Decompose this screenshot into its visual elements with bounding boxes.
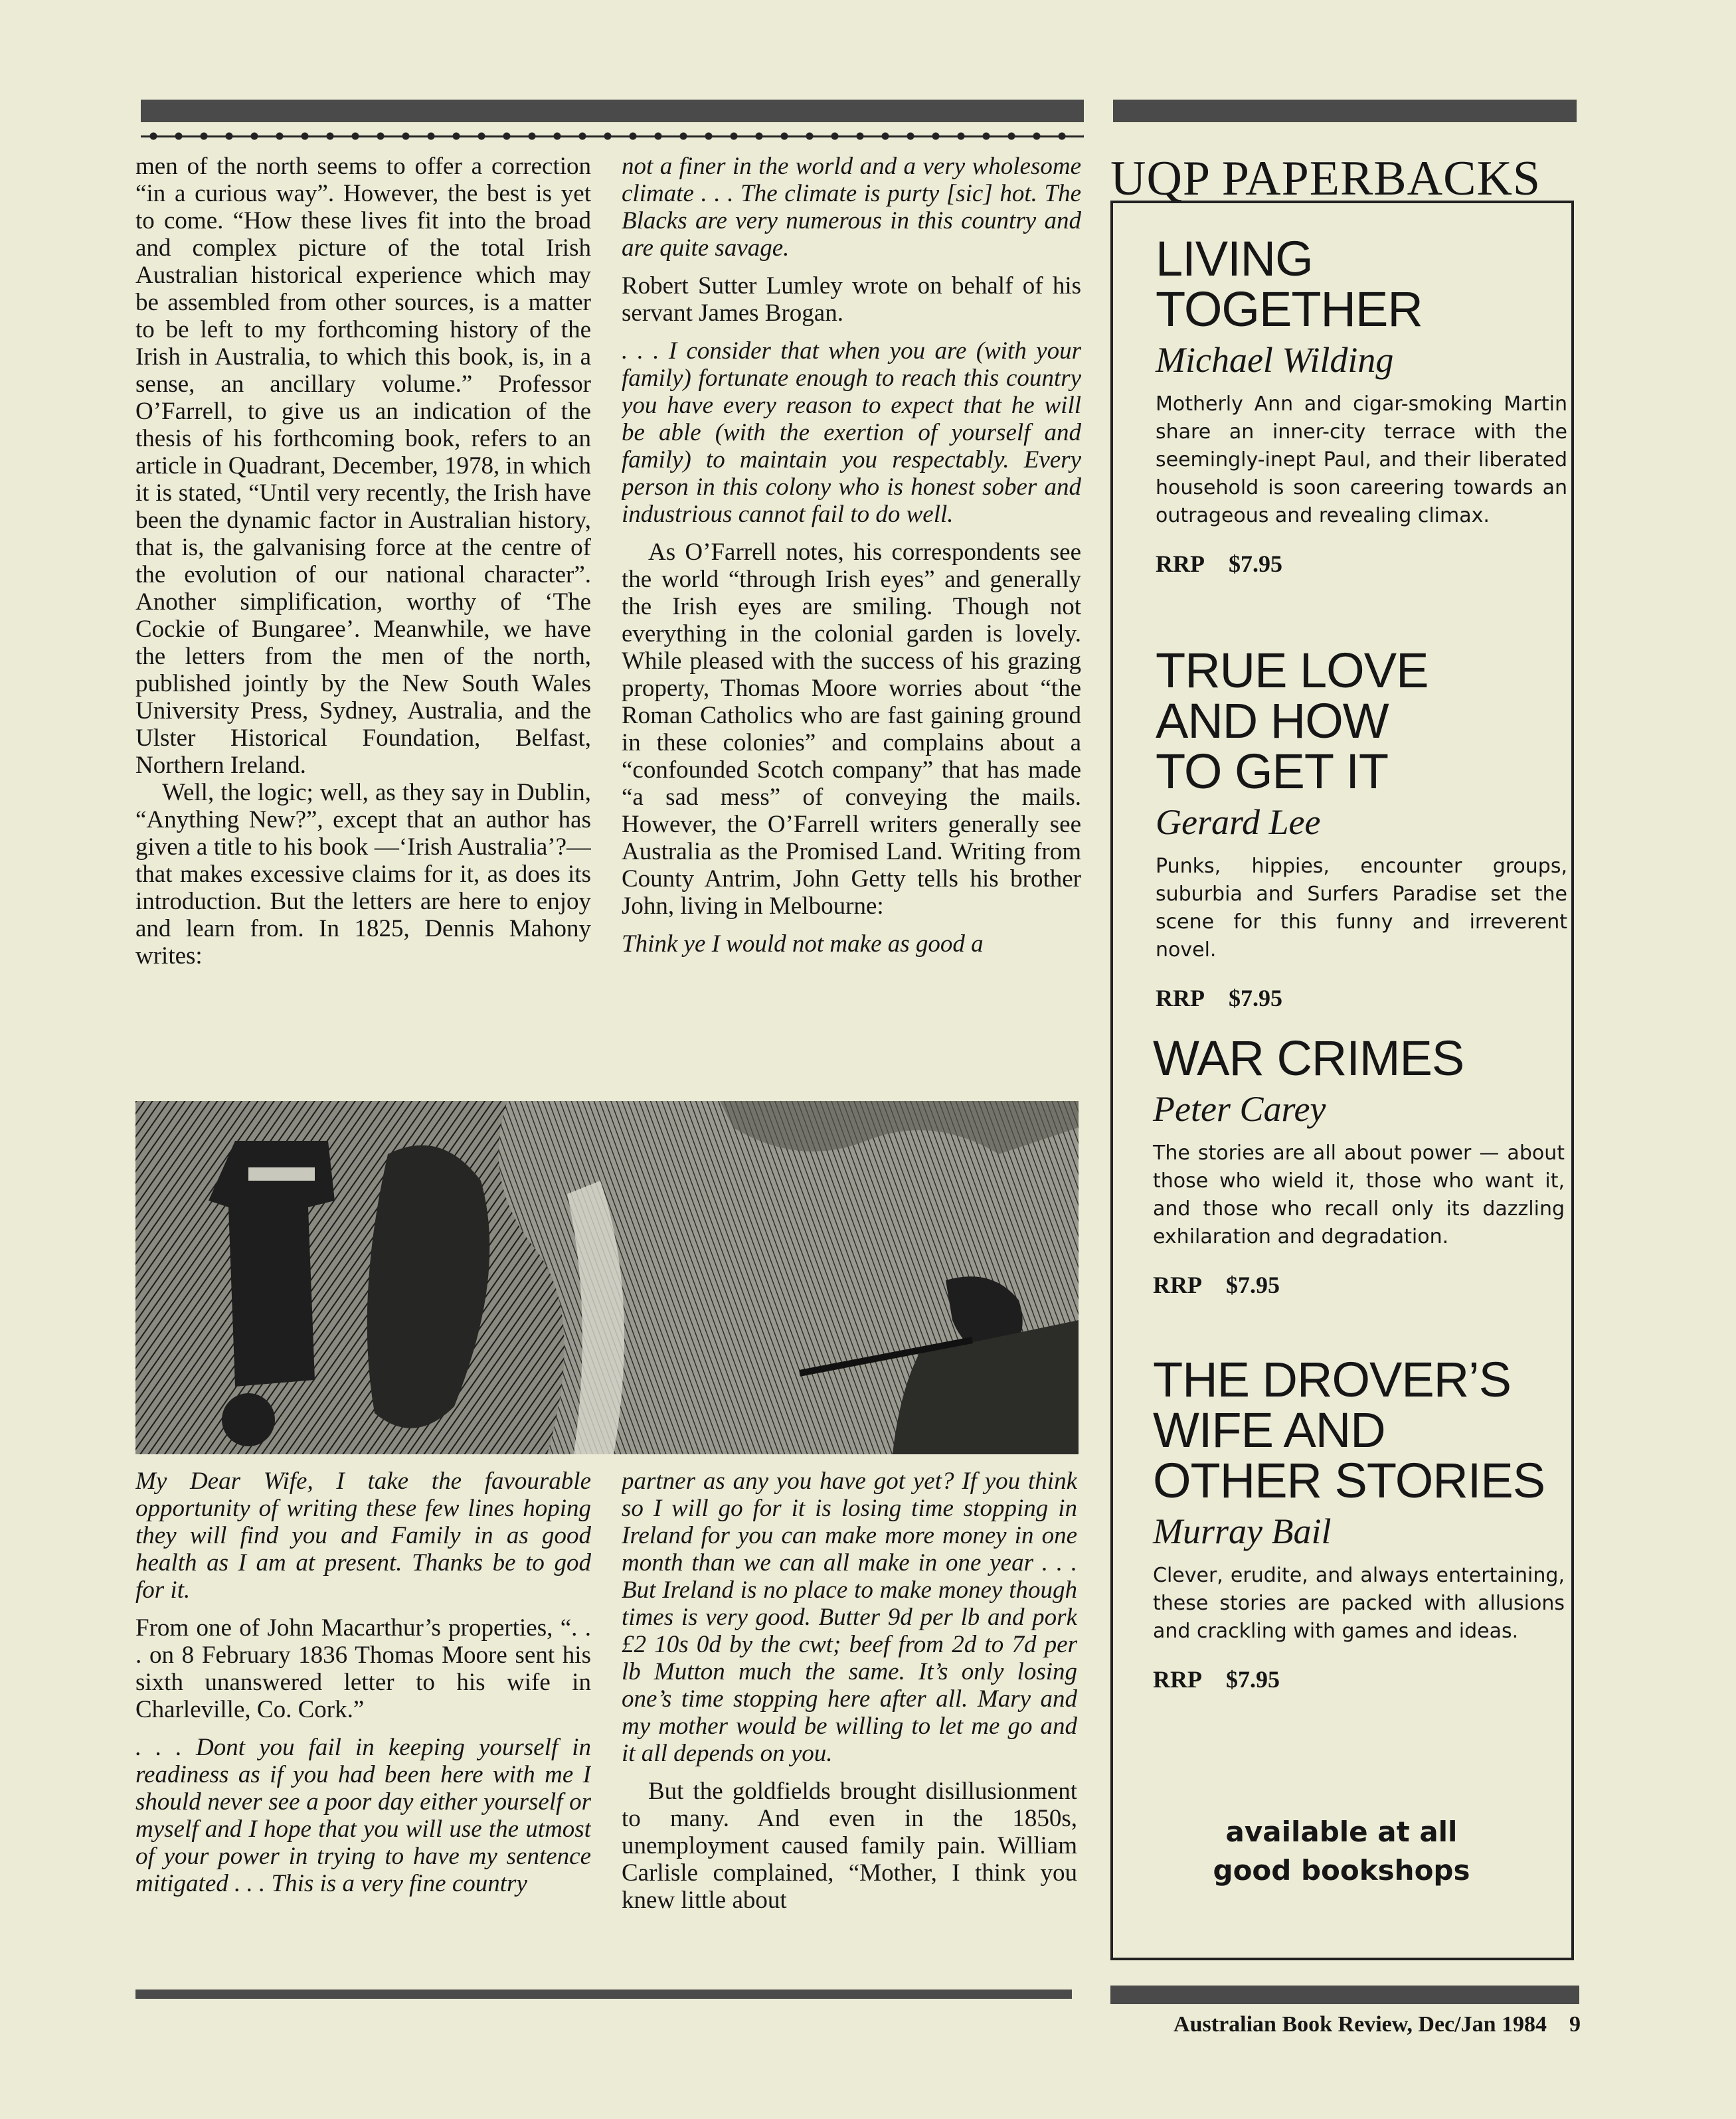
book-description: Motherly Ann and cigar-smoking Martin share an inner-city terrace with the seemingly-inept Paul, and their liberated household is soon careering towards an outrageous and revealing climax. [1156, 392, 1567, 527]
top-rule-left [141, 100, 1084, 122]
letter-excerpt: My Dear Wife, I take the favourable opportunity of writing these few lines hoping they will find you and Family in as good health as I am at present. Thanks be to god for it. [135, 1468, 591, 1604]
article-paragraph: As O’Farrell notes, his correspondents see the world “through Irish eyes” and generally the Irish eyes are smiling. Though not everything in the colonial garden is lovely. While pleased with the success of his grazing property, Thomas Moore worries about “the Roman Catholics who are fast gaining ground in these colonies” and complains about a “confounded Scotch company” that has made “a sad mess” of conveying the mails. However, the O’Farrell writers generally see Australia as the Promised Land. Writing from County Antrim, John Getty tells his brother John, living in Melbourne: [622, 539, 1081, 920]
book-listing [1153, 1033, 1565, 1299]
book-description: The stories are all about power — about those who wield it, those who want it, and those who recall only its dazzling exhilaration and degradation. [1153, 1142, 1565, 1248]
article-illustration [135, 1101, 1079, 1454]
letter-excerpt: partner as any you have got yet? If you think so I will go for it is losing time stopping in Ireland for you can make more money in one month than we can all make in one year . . . But Ireland is no place to make money though times is very good. Butter 9d per lb and pork £2 10s 0d by the cwt; beef from 2d to 7d per lb Mutton much the same. It’s only losing one’s time stopping here after all. Mary and my mother would be willing to let me go and it all depends on you. [622, 1468, 1077, 1767]
book-price: RRP $7.95 [1156, 985, 1282, 1011]
book-author: Peter Carey [1153, 1089, 1326, 1129]
book-price: RRP $7.95 [1153, 1666, 1280, 1693]
letter-excerpt: not a finer in the world and a very wholesome climate . . . The climate is purty [sic] hot. The Blacks are very numerous in this country and are quite savage. [622, 153, 1081, 262]
book-listing [1156, 645, 1567, 1012]
letter-excerpt: . . . I consider that when you are (with your family) fortunate enough to reach this country you have every reason to expect that he will be able (with the exertion of yourself and family) to maintain you respectably. Every person in this colony who is honest sober and industrious cannot fail to do well. [622, 337, 1081, 528]
book-description: Clever, erudite, and always entertaining, these stories are packed with allusions and crackling with games and ideas. [1153, 1564, 1565, 1643]
book-author: Gerard Lee [1156, 802, 1321, 842]
book-listing [1156, 231, 1567, 578]
article-paragraph: From one of John Macarthur’s properties, “. . . on 8 February 1836 Thomas Moore sent his sixth unanswered letter to his wife in Charleville, Co. Cork.” [135, 1614, 591, 1723]
article-paragraph: But the goldfields brought disillusionment to many. And even in the 1850s, unemployment caused family pain. William Carlisle complained, “Mother, I think you knew little about [622, 1778, 1077, 1914]
article-paragraph: Well, the logic; well, as they say in Dublin, “Anything New?”, except that an author has given a title to his book —‘Irish Australia’?—that makes excessive claims for it, as does its introduction. But the letters are here to enjoy and learn from. In 1825, Dennis Mahony writes: [135, 779, 591, 970]
article-paragraph: Robert Sutter Lumley wrote on behalf of his servant James Brogan. [622, 272, 1081, 327]
letter-excerpt: . . . Dont you fail in keeping yourself in readiness as if you had been here with me I should never see a poor day either yourself or myself and I hope that you will use the utmost of your power in trying to have my sentence mitigated . . . This is a very fine country [135, 1734, 591, 1897]
book-price: RRP $7.95 [1153, 1272, 1280, 1298]
book-author: Michael Wilding [1156, 340, 1394, 380]
article-paragraph: men of the north seems to offer a correction “in a curious way”. However, the best is yet to come. “How these lives fit into the broad and complex picture of the total Irish Australian historical experience which may be assembled from other sources, is a matter to be left to my forthcoming history of the Irish in Australia, to which this book, is, in a sense, an ancillary volume.” Professor O’Farrell, to give us an indication of the thesis of his forthcoming book, refers to an article in Quadrant, December, 1978, in which it is stated, “Until very recently, the Irish have been the dynamic factor in Australian history, that is, the galvanising force at the centre of the evolution of our national character”. Another simplification, worthy of ‘The Cockie of Bungaree’. Meanwhile, we have the letters from the men of the north, published jointly by the New South Wales University Press, Sydney, Australia, and the Ulster Historical Foundation, Belfast, Northern Ireland. [135, 153, 591, 779]
book-author: Murray Bail [1153, 1511, 1332, 1551]
article-column-3 [135, 1468, 591, 1972]
book-price: RRP $7.95 [1156, 551, 1282, 577]
book-description: Punks, hippies, encounter groups, suburbia and Surfers Paradise set the scene for this funny and irreverent novel. [1156, 855, 1567, 962]
book-title: THE DROVER’S WIFE AND OTHER STORIES [1153, 1352, 1545, 1508]
page-footer [1089, 2012, 1581, 2037]
article-column-4 [622, 1468, 1077, 1972]
letter-excerpt: Think ye I would not make as good a [622, 930, 984, 958]
book-title: WAR CRIMES [1153, 1031, 1464, 1086]
bottom-rule-left [135, 1990, 1072, 1999]
article-column-2 [622, 153, 1081, 1100]
book-title: TRUE LOVE AND HOW TO GET IT [1156, 643, 1429, 799]
availability-note: available at all good bookshops [1213, 1816, 1470, 1887]
bottom-rule-right [1110, 1986, 1579, 2004]
dotted-divider [141, 131, 1084, 141]
article-column-1 [135, 153, 591, 1100]
book-title: LIVING TOGETHER [1156, 231, 1423, 337]
ad-heading: UQP PAPERBACKS [1110, 151, 1541, 206]
publication-name: Australian Book Review, Dec/Jan 1984 [1173, 2012, 1547, 2037]
book-listing [1153, 1352, 1565, 1693]
page-number: 9 [1569, 2012, 1581, 2037]
top-rule-right [1113, 100, 1577, 122]
